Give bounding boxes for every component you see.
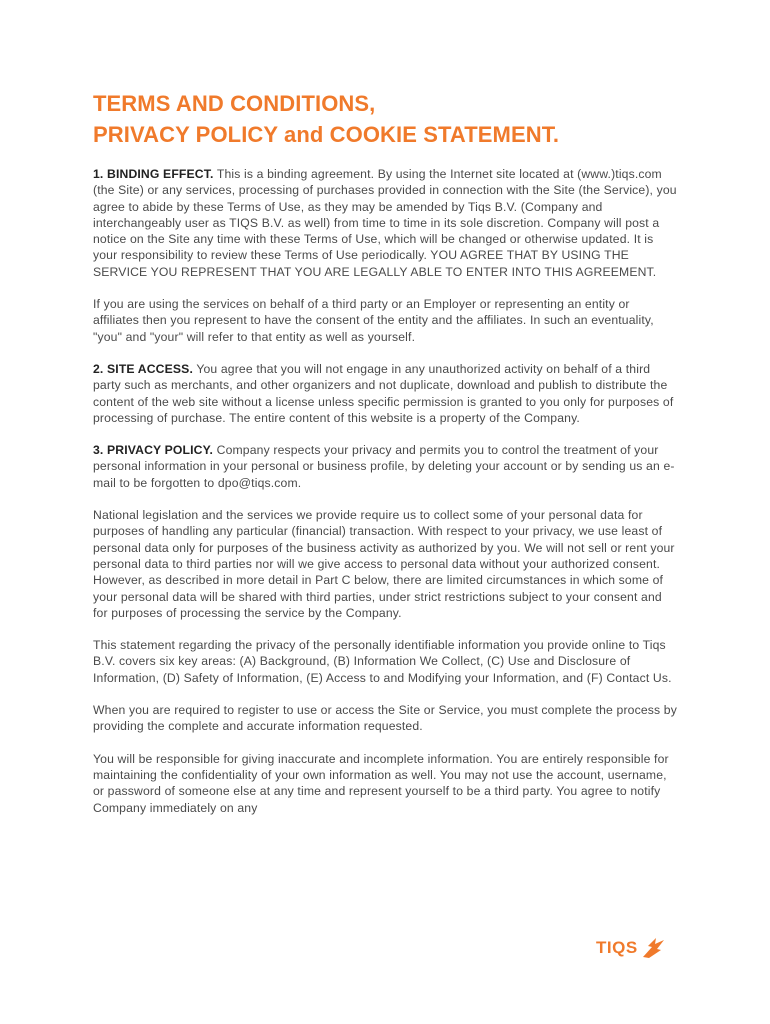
paragraph [93,702,677,735]
tiqs-logo [596,934,666,962]
section-heading: 2. SITE ACCESS. [93,361,193,376]
title-line-1: TERMS AND CONDITIONS, [93,91,376,116]
paragraph-text: You agree that you will not engage in any unauthorized activity on behalf of a third party such as merchants, and other organizers and not duplicate, download and publish to distribute the content of the web site without a license unless specific permission is granted to you only for purposes of processing of purchase. The entire content of this website is a property of the Company. [93,361,674,425]
paragraph-text: If you are using the services on behalf of a third party or an Employer or representing an entity or affiliates then you represent to have the consent of the entity and the affiliates. In such an eventuality, "you" and "your" will refer to that entity as well as yourself. [93,297,654,344]
paragraph [93,751,677,816]
paragraph-binding-effect [93,166,677,280]
paragraph-text: This statement regarding the privacy of the personally identifiable information you provide online to Tiqs B.V. covers six key areas: (A) Background, (B) Information We Collect, (C) Use and Disclosure of Information, (D) Safety of Information, (E) Access to and Modifying your Information, and (F) Contact Us. [93,638,672,685]
logo-text: TIQS [596,938,638,957]
document-body [93,166,677,832]
paragraph-privacy-policy [93,442,677,491]
paragraph [93,507,677,621]
paragraph-text: You will be responsible for giving inaccurate and incomplete information. You are entirely responsible for maintaining the confidentiality of your own information as well. You may not use the account, username, or password of someone else at any time and represent yourself to be a third party. You agree to notify Company immediately on any [93,751,669,815]
paragraph-text: National legislation and the services we provide require us to collect some of your personal data for purposes of handling any particular (financial) transaction. With respect to your privacy, we use least of personal data only for purposes of the business activity as authorized by you. We will not sell or rent your personal data to third parties nor will we give access to personal data without your authorized consent. However, as described in more detail in Part C below, there are limited circumstances in which some of your personal data will be shared with third parties, under strict restrictions subject to your consent and for purposes of processing the service by the Company. [93,508,675,620]
title-line-2: PRIVACY POLICY and COOKIE STATEMENT. [93,122,560,147]
paragraph-site-access [93,361,677,426]
paragraph-text: When you are required to register to use or access the Site or Service, you must complete the process by providing the complete and accurate information requested. [93,703,677,734]
tiqs-bird-icon [640,936,666,960]
paragraph-text: This is a binding agreement. By using the Internet site located at (www.)tiqs.com (the Site) or any services, processing of purchases provided in connection with the Site (the Service), you agree to abide by these Terms of Use, as they may be amended by Tiqs B.V. (Company and interchangeably user as TIQS B.V. as well) from time to time in its sole discretion. Company will post a notice on the Site any time with these Terms of Use, which will be changed or otherwise updated. It is your responsibility to review these Terms of Use periodically. YOU AGREE THAT BY USING THE SERVICE YOU REPRESENT THAT YOU ARE LEGALLY ABLE TO ENTER INTO THIS AGREEMENT. [93,167,677,279]
document-title [93,88,713,150]
paragraph-text: Company respects your privacy and permits you to control the treatment of your personal information in your personal or business profile, by deleting your account or by sending us an e-mail to be forgotten to dpo@tiqs.com. [93,443,675,490]
section-heading: 1. BINDING EFFECT. [93,167,214,181]
section-heading: 3. PRIVACY POLICY. [93,443,214,458]
paragraph [93,637,677,686]
paragraph [93,296,677,345]
